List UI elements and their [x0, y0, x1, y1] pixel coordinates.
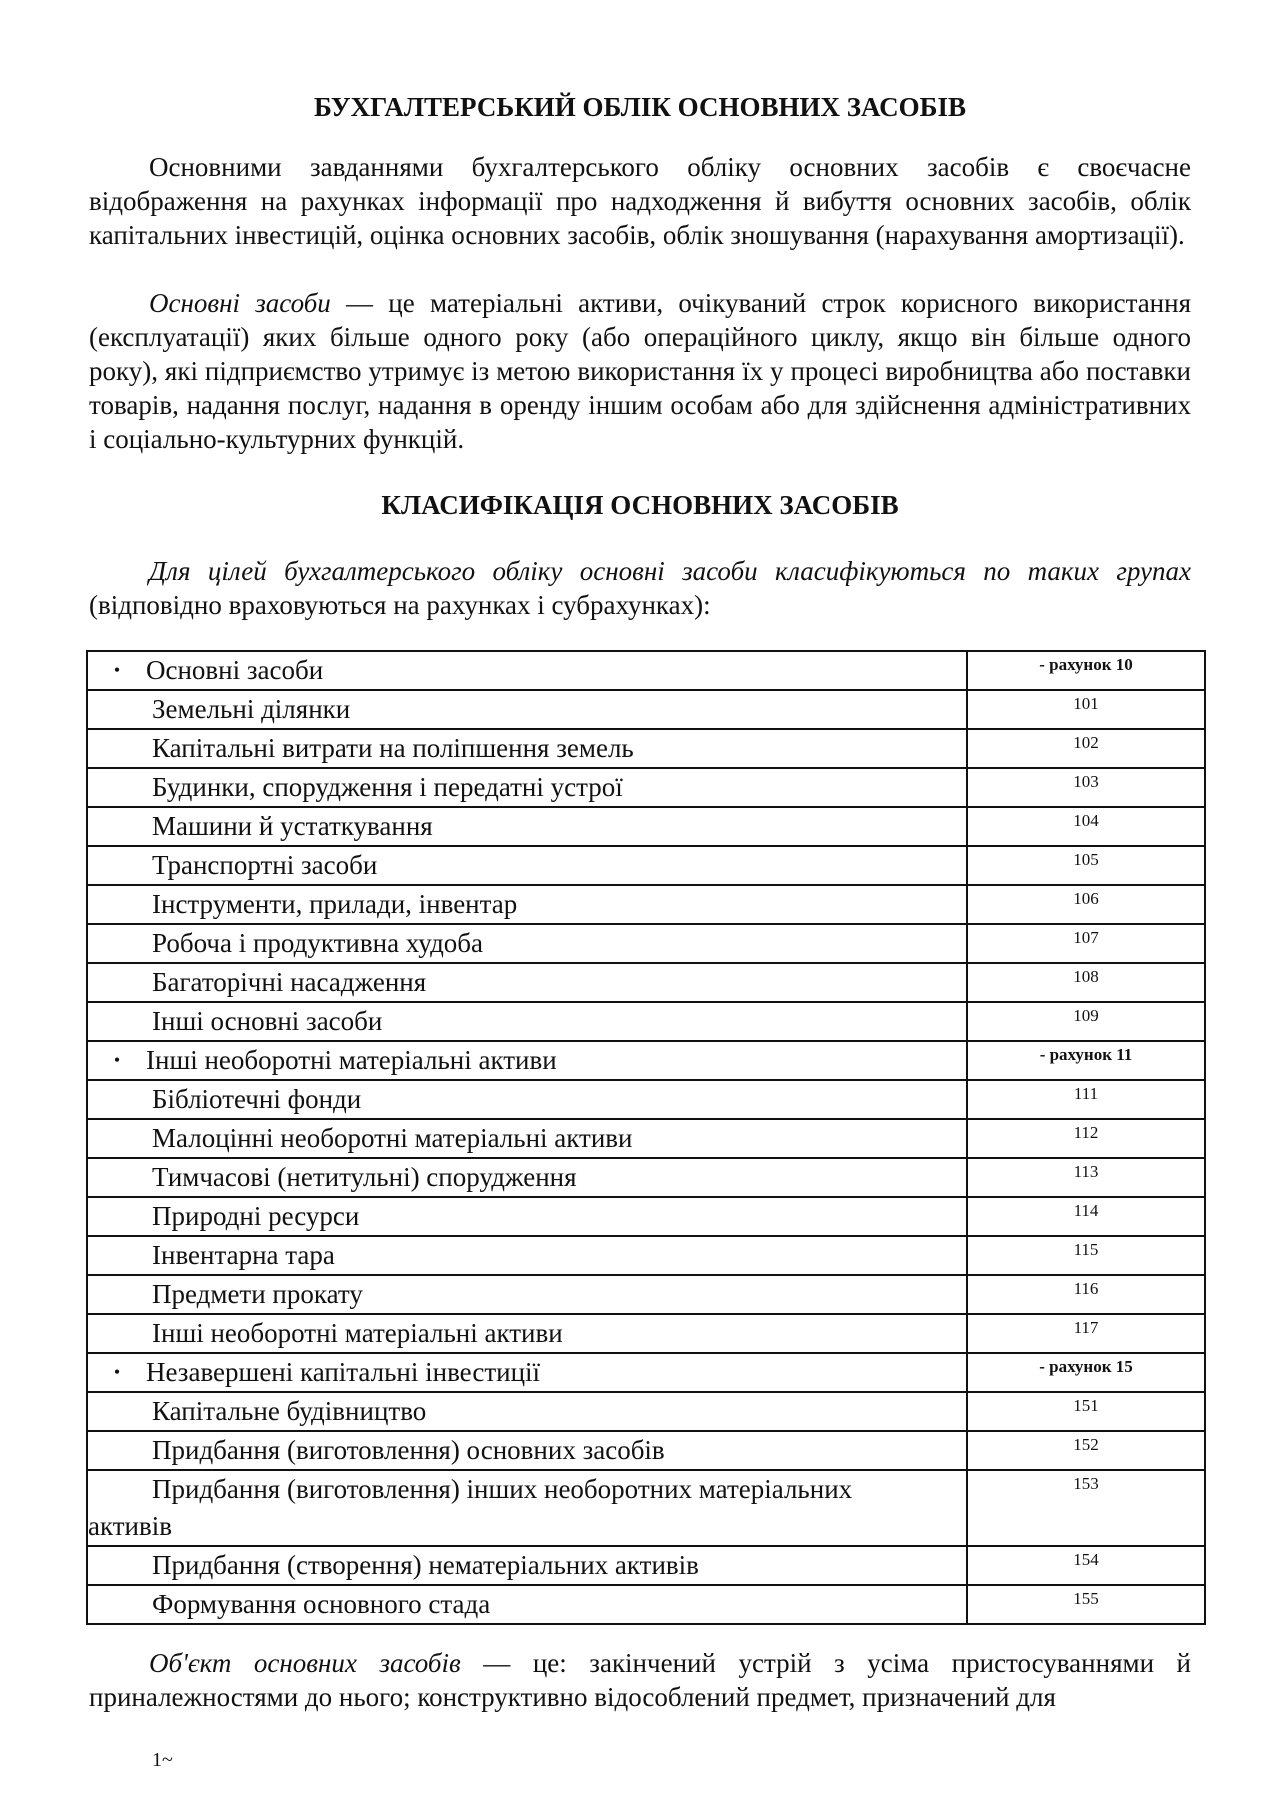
table-row	[87, 1080, 1205, 1119]
table-cell-account: 117	[967, 1314, 1205, 1353]
table-cell-name: Капітальні витрати на поліпшення земель	[87, 729, 967, 768]
table-cell-name: • Основні засоби	[87, 651, 967, 690]
table-cell-account: 114	[967, 1197, 1205, 1236]
table-cell-account: 105	[967, 846, 1205, 885]
table-row	[87, 768, 1205, 807]
table-cell-name: Будинки, спорудження і передатні устрої	[87, 768, 967, 807]
table-cell-account: 108	[967, 963, 1205, 1002]
table-cell-account: - рахунок 10	[967, 651, 1205, 690]
table-cell-account: 116	[967, 1275, 1205, 1314]
table-cell-name: Предмети прокату	[87, 1275, 967, 1314]
table-row	[87, 924, 1205, 963]
table-row	[87, 651, 1205, 690]
bullet-icon: •	[113, 1362, 121, 1382]
table-cell-name: Інші основні засоби	[87, 1002, 967, 1041]
table-cell-name: Транспортні засоби	[87, 846, 967, 885]
bullet-icon: •	[113, 660, 121, 680]
table-cell-account: 111	[967, 1080, 1205, 1119]
table-cell-account: 109	[967, 1002, 1205, 1041]
table-cell-account: 101	[967, 690, 1205, 729]
classification-table	[86, 650, 1206, 1625]
table-row	[87, 1119, 1205, 1158]
definition-paragraph: Основні засоби — це матеріальні активи, очікуваний строк корисного використання (експлуатації) яких більше одного року (або операційного циклу, якщо він більше одного року), які підприємство утримує із метою використання їх у процесі виробництва або поставки товарів, надання послуг, надання в оренду іншим особам або для здійснення адміністративних і соціально-культурних функцій.	[89, 288, 1192, 454]
table-cell-name: Земельні ділянки	[87, 690, 967, 729]
table-row	[87, 1314, 1205, 1353]
table-row	[87, 807, 1205, 846]
table-row	[87, 729, 1205, 768]
table-row	[87, 885, 1205, 924]
table-row	[87, 1275, 1205, 1314]
table-cell-name: Машини й устаткування	[87, 807, 967, 846]
table-cell-account: 112	[967, 1119, 1205, 1158]
section-title-accounting: БУХГАЛТЕРСЬКИЙ ОБЛІК ОСНОВНИХ ЗАСОБІВ	[313, 92, 967, 122]
table-row	[87, 1041, 1205, 1080]
table-cell-account: 152	[967, 1431, 1205, 1470]
intro-paragraph: Основними завданнями бухгалтерського обліку основних засобів є своєчасне відображення на рахунках інформації про надходження й вибуття основних засобів, облік капітальних інвестицій, оцінка основних засобів, облік зношування (нарахування амортизації).	[89, 152, 1191, 250]
term-object: Об'єкт основних засобів	[149, 1648, 461, 1678]
table-row	[87, 1392, 1205, 1431]
table-cell-name: Малоцінні необоротні матеріальні активи	[87, 1119, 967, 1158]
classification-intro: Для цілей бухгалтерського обліку основні засоби класифікуються по таких групах (відповідно враховуються на рахунках і субрахунках):	[89, 556, 1191, 620]
table-cell-name: Тимчасові (нетитульні) спорудження	[87, 1158, 967, 1197]
table-row	[87, 1546, 1205, 1585]
table-cell-account: 115	[967, 1236, 1205, 1275]
term-fixed-assets: Основні засоби	[149, 288, 331, 318]
table-cell-account: 154	[967, 1546, 1205, 1585]
table-row	[87, 1002, 1205, 1041]
table-cell-account: 107	[967, 924, 1205, 963]
table-row	[87, 1236, 1205, 1275]
object-definition-paragraph: Об'єкт основних засобів — це: закінчений устрій з усіма пристосуваннями й приналежностями до нього; конструктивно відособлений предмет, призначений для	[89, 1648, 1192, 1712]
table-cell-name: Інші необоротні матеріальні активи	[87, 1314, 967, 1353]
table-cell-name: Інвентарна тара	[87, 1236, 967, 1275]
table-cell-account: 106	[967, 885, 1205, 924]
table-row	[87, 1353, 1205, 1392]
table-cell-name: Робоча і продуктивна худоба	[87, 924, 967, 963]
table-cell-name: Придбання (виготовлення) основних засобів	[87, 1431, 967, 1470]
table-row	[87, 1585, 1205, 1624]
table-cell-name: • Незавершені капітальні інвестиції	[87, 1353, 967, 1392]
table-cell-name: Придбання (створення) нематеріальних активів	[87, 1546, 967, 1585]
table-cell-name: Інструменти, прилади, інвентар	[87, 885, 967, 924]
table-row	[87, 963, 1205, 1002]
table-cell-name: Природні ресурси	[87, 1197, 967, 1236]
table-row	[87, 1197, 1205, 1236]
table-cell-name: Багаторічні насадження	[87, 963, 967, 1002]
table-cell-account: 113	[967, 1158, 1205, 1197]
table-cell-account: - рахунок 15	[967, 1353, 1205, 1392]
table-row	[87, 846, 1205, 885]
table-row	[87, 1470, 1205, 1546]
table-cell-account: 151	[967, 1392, 1205, 1431]
table-cell-name: Формування основного стада	[87, 1585, 967, 1624]
section-title-classification: КЛАСИФІКАЦІЯ ОСНОВНИХ ЗАСОБІВ	[381, 490, 899, 520]
table-cell-name: Бібліотечні фонди	[87, 1080, 967, 1119]
table-row	[87, 1158, 1205, 1197]
table-cell-account: 104	[967, 807, 1205, 846]
table-row	[87, 1431, 1205, 1470]
table-cell-account: 102	[967, 729, 1205, 768]
page-number: 1~	[152, 1749, 173, 1771]
table-row	[87, 690, 1205, 729]
table-cell-name: • Інші необоротні матеріальні активи	[87, 1041, 967, 1080]
table-cell-account: - рахунок 11	[967, 1041, 1205, 1080]
table-cell-name: Капітальне будівництво	[87, 1392, 967, 1431]
bullet-icon: •	[113, 1050, 121, 1070]
table-cell-name: Придбання (виготовлення) інших необоротних матеріальних активів	[87, 1470, 967, 1546]
table-cell-account: 153	[967, 1470, 1205, 1546]
table-cell-account: 155	[967, 1585, 1205, 1624]
table-cell-account: 103	[967, 768, 1205, 807]
